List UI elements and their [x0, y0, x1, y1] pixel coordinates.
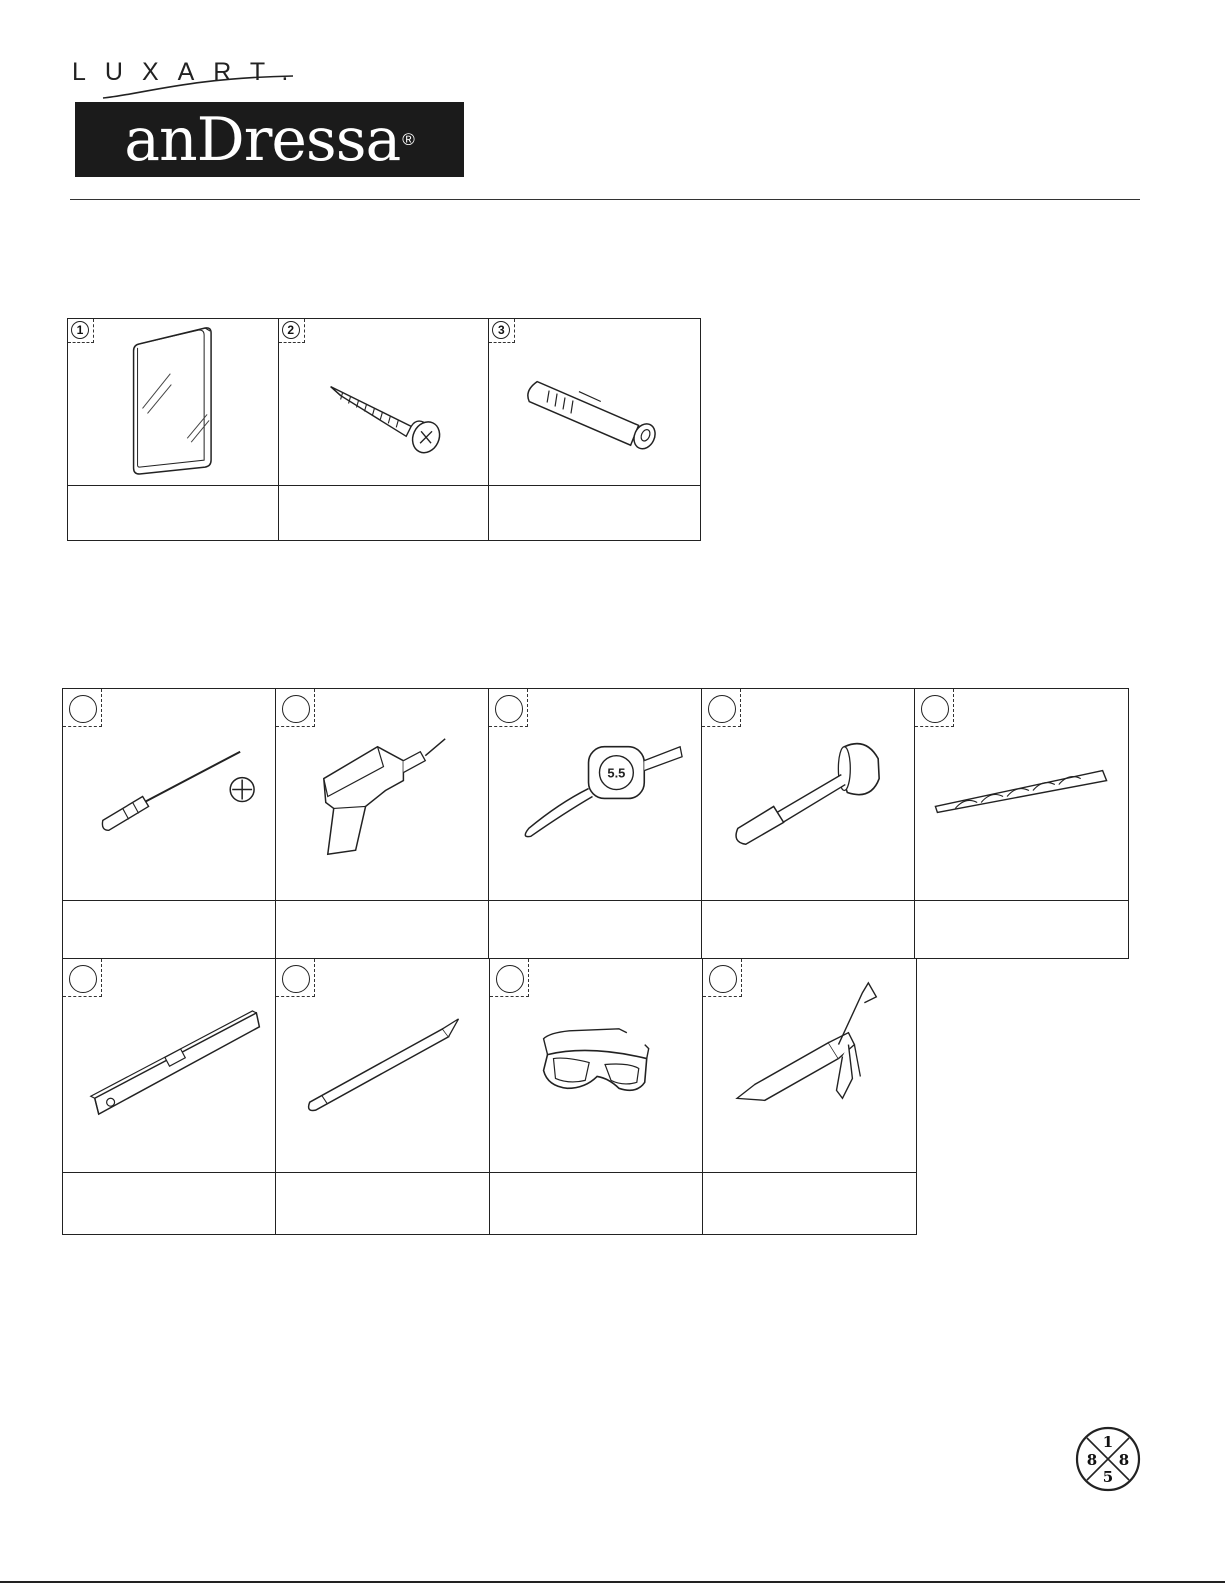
- tool-cell-screwdriver: [63, 689, 276, 901]
- part-number-badge: 1: [71, 321, 89, 339]
- screw-icon: [279, 319, 489, 485]
- stamp-left: 8: [1086, 1451, 1098, 1469]
- stamp-bottom: 5: [1102, 1468, 1114, 1486]
- tape-measure-icon: [489, 689, 701, 900]
- mallet-icon: [702, 689, 914, 900]
- pencil-icon: [276, 959, 488, 1172]
- tools-table-row1: [62, 688, 1129, 959]
- footer-divider: [0, 1581, 1225, 1583]
- tool-cell-caulking-gun: [703, 959, 916, 1173]
- parts-table: [67, 318, 701, 541]
- tool-cell-mallet: [702, 689, 915, 901]
- tool-label: [703, 1173, 916, 1234]
- tool-label: [276, 1173, 489, 1234]
- part-label: [279, 486, 490, 540]
- tool-cell-tape-measure: [489, 689, 702, 901]
- tools-table-row2: [62, 958, 917, 1235]
- part-cell-screw: [279, 319, 490, 486]
- brand-swoosh-icon: [98, 70, 298, 102]
- part-number-badge: 2: [282, 321, 300, 339]
- tool-cell-pencil: [276, 959, 489, 1173]
- registered-mark: ®: [402, 129, 415, 149]
- stamp-top: 1: [1102, 1433, 1114, 1451]
- brand-logo: [75, 102, 464, 177]
- part-label: [489, 486, 700, 540]
- tool-label: [63, 901, 276, 958]
- tool-cell-drill: [276, 689, 489, 901]
- power-drill-icon: [276, 689, 488, 900]
- part-cell-anchor: [489, 319, 700, 486]
- part-label: [68, 486, 279, 540]
- brand-wordmark-top: LUXART.: [72, 58, 308, 86]
- tool-label: [276, 901, 489, 958]
- tool-cell-safety-glasses: [490, 959, 703, 1173]
- tool-label: [915, 901, 1128, 958]
- screwdriver-icon: [63, 689, 275, 900]
- part-number-badge: 3: [492, 321, 510, 339]
- tool-label: [63, 1173, 276, 1234]
- part-cell-mirror: [68, 319, 279, 486]
- caulking-gun-icon: [703, 959, 916, 1172]
- brand-name: anDressa: [124, 104, 401, 175]
- drill-bit-icon: [915, 689, 1128, 900]
- tool-cell-level: [63, 959, 276, 1173]
- mirror-icon: [68, 319, 278, 485]
- tool-label: [489, 901, 702, 958]
- level-icon: [63, 959, 275, 1172]
- wall-anchor-icon: [489, 319, 700, 485]
- header-divider: [70, 199, 1140, 200]
- tool-cell-drill-bit: [915, 689, 1128, 901]
- stamp-right: 8: [1118, 1451, 1130, 1469]
- page-stamp: [1075, 1426, 1141, 1492]
- tape-measure-label: 5.5: [607, 765, 626, 781]
- safety-glasses-icon: [490, 959, 702, 1172]
- tool-label: [490, 1173, 703, 1234]
- tool-label: [702, 901, 915, 958]
